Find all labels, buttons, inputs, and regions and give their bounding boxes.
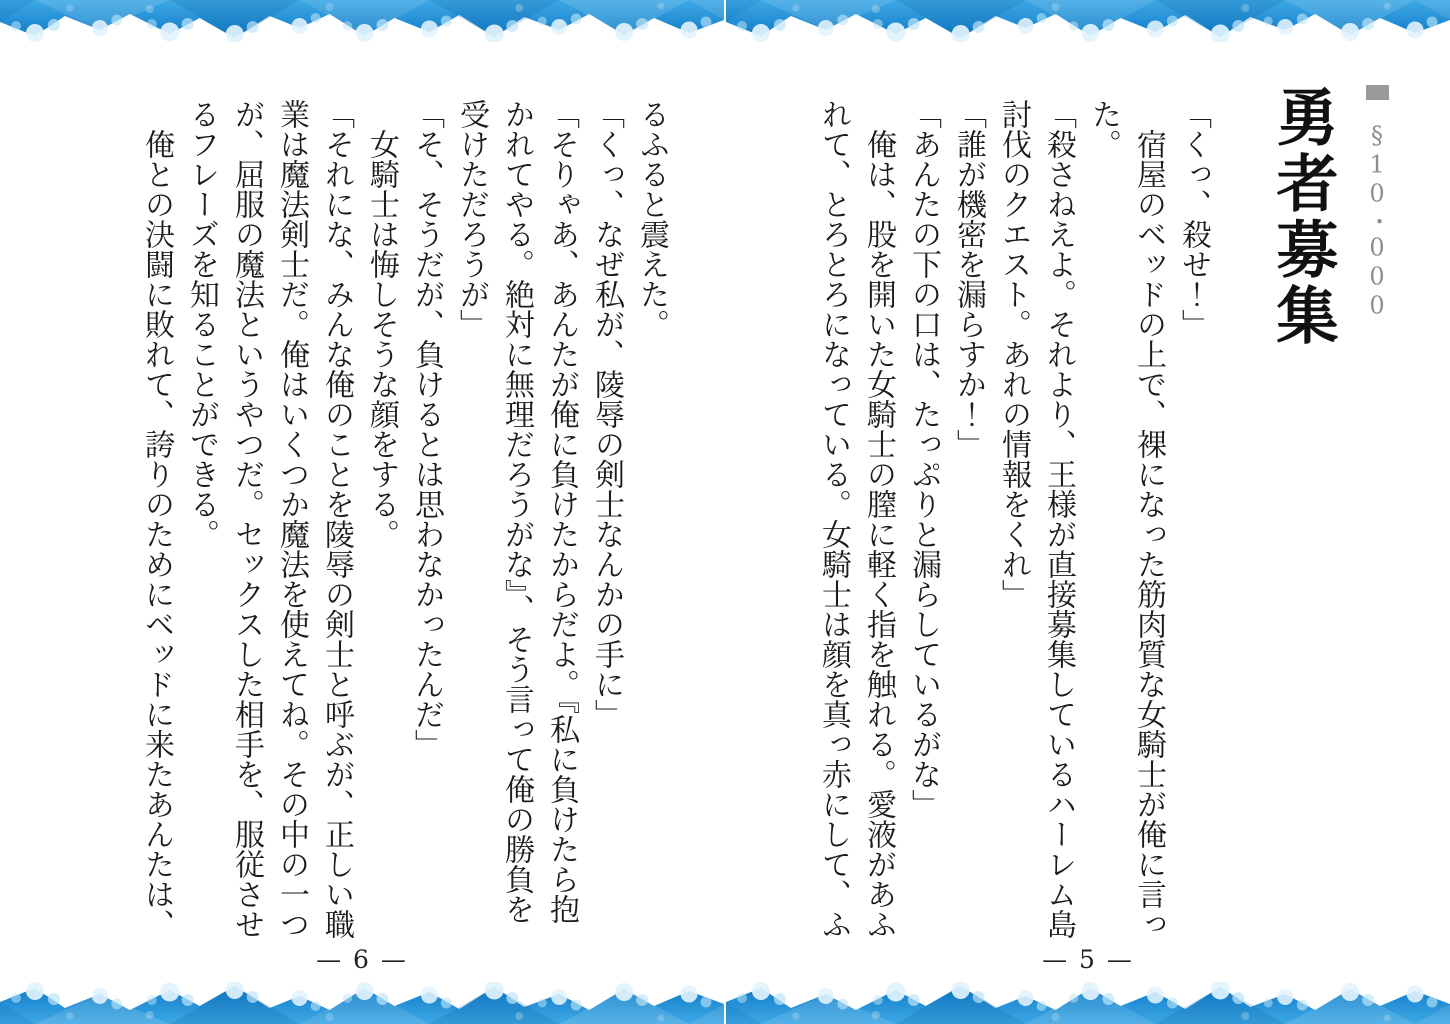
text-line: 討伐のクエスト。あれの情報をくれ」: [996, 99, 1031, 609]
text-line: 「あんたの下の口は、たっぷりと漏らしているがな」: [906, 99, 941, 819]
paragraph: [359, 99, 404, 961]
text-line: るフレーズを知ることができる。: [184, 99, 219, 549]
decorative-border-bottom: [726, 982, 1450, 1024]
text-line: 受けただろうが」: [454, 99, 489, 339]
page-number-left: — 6 —: [316, 945, 408, 974]
paragraph: [1171, 99, 1216, 961]
text-line: 「そ、そうだが、負けるとは思わなかったんだ」: [409, 99, 444, 759]
text-line: 「くっ、殺せ！」: [1176, 99, 1211, 339]
paragraph: [811, 99, 901, 961]
text-line: かれてやる。絶対に無理だろうがな』、そう言って俺の勝負を: [499, 99, 534, 924]
paragraph: [946, 99, 991, 961]
paragraph: [1081, 99, 1171, 961]
paragraph: [584, 99, 629, 961]
paragraph: [991, 99, 1081, 961]
text-line: 「くっ、なぜ私が、陵辱の剣士なんかの手に」: [589, 99, 624, 729]
paragraph: [404, 99, 449, 961]
decorative-border-top: [726, 0, 1450, 42]
decorative-border-top: [0, 0, 724, 42]
section-marker: [1354, 85, 1400, 961]
page-left-text-area: [90, 99, 674, 961]
paragraph-block: [134, 99, 674, 961]
page-right-text-area: [816, 85, 1400, 961]
paragraph: [901, 99, 946, 961]
decorative-border-bottom: [0, 982, 724, 1024]
text-line: れて、とろとろになっている。女騎士は顔を真っ赤にして、ふ: [816, 99, 851, 939]
text-line: 宿屋のベッドの上で、裸になった筋肉質な女騎士が俺に言っ: [1131, 129, 1166, 939]
text-line: 俺との決闘に敗れて、誇りのためにベッドに来たあんたは、: [139, 129, 174, 939]
chapter-title: 勇者募集: [1266, 85, 1339, 349]
section-marker-label: §10・000: [1363, 121, 1391, 321]
text-line: 「誰が機密を漏らすか！」: [951, 99, 986, 459]
paragraph: [134, 99, 179, 961]
page-number-right: — 5 —: [1042, 945, 1134, 974]
text-line: 「それにな、みんな俺のことを陵辱の剣士と呼ぶが、正しい職: [319, 99, 354, 939]
section-square-icon: [1366, 85, 1389, 100]
paragraph: [629, 99, 674, 961]
text-line: 女騎士は悔しそうな顔をする。: [364, 129, 399, 549]
page-left[interactable]: [0, 0, 724, 1024]
text-line: 「殺さねえよ。それより、王様が直接募集しているハーレム島: [1041, 99, 1076, 939]
chapter-header: [1266, 85, 1400, 961]
text-line: 「そりゃあ、あんたが俺に負けたからだよ。『私に負けたら抱: [544, 99, 579, 924]
paragraph: [179, 99, 359, 961]
paragraph: [449, 99, 584, 961]
paragraph-block: [811, 99, 1216, 961]
text-line: た。: [1086, 99, 1121, 159]
text-line: るふると震えた。: [634, 99, 669, 339]
text-line: 業は魔法剣士だ。俺はいくつか魔法を使えてね。その中の一つ: [274, 99, 309, 939]
text-line: が、屈服の魔法というやつだ。セックスした相手を、服従させ: [229, 99, 264, 939]
page-right[interactable]: [726, 0, 1450, 1024]
text-line: 俺は、股を開いた女騎士の膣に軽く指を触れる。愛液があふ: [861, 129, 896, 939]
